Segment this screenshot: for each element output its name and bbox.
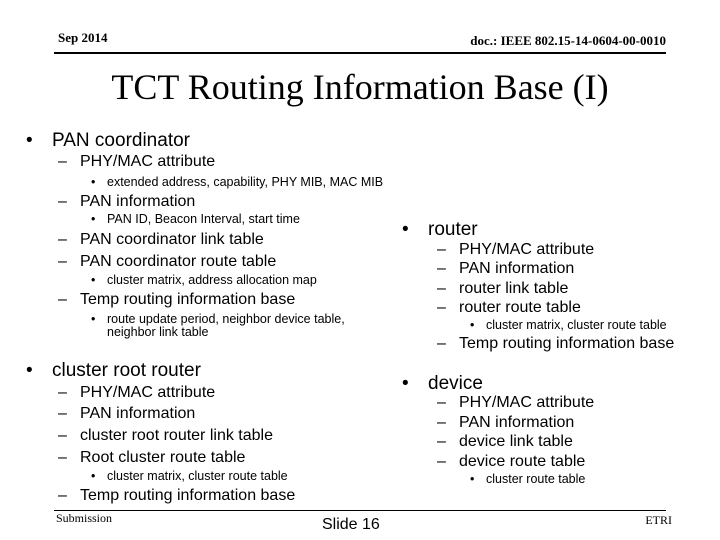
sub-device-phymac	[437, 394, 594, 412]
dash-marker: –	[58, 291, 67, 308]
sub-label: PAN information	[459, 260, 575, 277]
sub-label: PHY/MAC attribute	[459, 241, 595, 258]
header-date: Sep 2014	[58, 30, 108, 45]
bullet-label: device	[428, 373, 483, 394]
bullet-marker: •	[26, 130, 33, 151]
dash-marker: –	[58, 405, 67, 422]
footer-slide-number: Slide 16	[322, 516, 380, 533]
bullet-label: cluster root router	[52, 360, 201, 381]
sub-device-pan-information	[437, 414, 574, 432]
sub-label: PHY/MAC attribute	[80, 384, 216, 401]
sub-label: PAN information	[459, 414, 575, 431]
detail-text: route update period, neighbor device table,	[107, 312, 345, 326]
dash-marker: –	[58, 487, 67, 504]
detail-text: PAN ID, Beacon Interval, start time	[107, 212, 300, 226]
sub-router-temp-routing	[437, 335, 674, 353]
dash-marker: –	[58, 449, 67, 466]
sub-label: Temp routing information base	[80, 291, 296, 308]
dash-marker: –	[437, 394, 446, 411]
header-divider	[54, 52, 666, 54]
sub-label: Temp routing information base	[80, 487, 296, 504]
dash-marker: –	[58, 384, 67, 401]
detail-pan-route-table	[91, 273, 317, 287]
sub-router-route-table	[437, 299, 581, 317]
bullet-marker: •	[402, 373, 409, 394]
sub-label: PAN information	[80, 405, 196, 422]
dash-marker: –	[437, 241, 446, 258]
dot-marker: •	[91, 212, 96, 226]
footer-divider	[54, 510, 666, 511]
sub-device-link-table	[437, 433, 573, 451]
dash-marker: –	[437, 414, 446, 431]
dot-marker: •	[91, 312, 96, 326]
sub-label: PAN coordinator link table	[80, 231, 264, 248]
header-doc-id: doc.: IEEE 802.15-14-0604-00-0010	[470, 33, 666, 48]
bullet-device	[402, 373, 483, 395]
dash-marker: –	[437, 260, 446, 277]
sub-label: PAN coordinator route table	[80, 253, 277, 270]
sub-label: router route table	[459, 299, 581, 316]
sub-cluster-phymac	[58, 384, 215, 402]
bullet-label: PAN coordinator	[52, 130, 190, 151]
detail-cluster-route-table	[91, 469, 288, 483]
dash-marker: –	[58, 231, 67, 248]
sub-pan-phymac	[58, 153, 215, 171]
dash-marker: –	[58, 193, 67, 210]
dash-marker: –	[437, 299, 446, 316]
detail-text: extended address, capability, PHY MIB, MAC MIB	[107, 175, 384, 189]
sub-pan-link-table	[58, 231, 264, 249]
sub-router-pan-information	[437, 260, 574, 278]
detail-text: cluster matrix, cluster route table	[486, 318, 667, 332]
footer-submission: Submission	[56, 511, 113, 525]
dot-marker: •	[91, 273, 96, 287]
dot-marker: •	[470, 318, 475, 332]
sub-label: Root cluster route table	[80, 449, 246, 466]
detail-text: cluster matrix, address allocation map	[107, 273, 317, 287]
sub-label: device route table	[459, 453, 586, 470]
detail-pan-phymac	[91, 175, 383, 189]
sub-label: Temp routing information base	[459, 335, 675, 352]
footer-org: ETRI	[645, 513, 672, 527]
dash-marker: –	[437, 280, 446, 297]
dash-marker: –	[58, 427, 67, 444]
dash-marker: –	[58, 153, 67, 170]
sub-label: device link table	[459, 433, 573, 450]
dot-marker: •	[470, 472, 475, 486]
detail-pan-temp-2: neighbor link table	[107, 325, 209, 339]
bullet-cluster-root-router	[26, 360, 201, 382]
sub-label: PHY/MAC attribute	[459, 394, 595, 411]
sub-router-phymac	[437, 241, 594, 259]
detail-router-route-table	[470, 318, 667, 332]
sub-pan-information	[58, 193, 195, 211]
dash-marker: –	[437, 453, 446, 470]
detail-text: cluster route table	[486, 472, 586, 486]
dot-marker: •	[91, 469, 96, 483]
bullet-marker: •	[402, 219, 409, 240]
sub-router-link-table	[437, 280, 568, 298]
dash-marker: –	[437, 335, 446, 352]
bullet-label: router	[428, 219, 478, 240]
dot-marker: •	[91, 175, 96, 189]
sub-cluster-temp-routing	[58, 487, 295, 505]
sub-label: PAN information	[80, 193, 196, 210]
dash-marker: –	[437, 433, 446, 450]
bullet-pan-coordinator	[26, 130, 190, 152]
bullet-marker: •	[26, 360, 33, 381]
detail-pan-temp-1	[91, 312, 345, 326]
detail-text: cluster matrix, cluster route table	[107, 469, 288, 483]
sub-label: cluster root router link table	[80, 427, 273, 444]
sub-device-route-table	[437, 453, 585, 471]
dash-marker: –	[58, 253, 67, 270]
detail-device-route-table	[470, 472, 585, 486]
sub-cluster-pan-information	[58, 405, 195, 423]
sub-pan-route-table	[58, 253, 276, 271]
bullet-router	[402, 219, 478, 241]
sub-cluster-route-table	[58, 449, 245, 467]
sub-cluster-link-table	[58, 427, 273, 445]
sub-pan-temp-routing	[58, 291, 295, 309]
sub-label: PHY/MAC attribute	[80, 153, 216, 170]
slide-title: TCT Routing Information Base (I)	[111, 67, 609, 107]
sub-label: router link table	[459, 280, 569, 297]
detail-pan-information	[91, 212, 300, 226]
